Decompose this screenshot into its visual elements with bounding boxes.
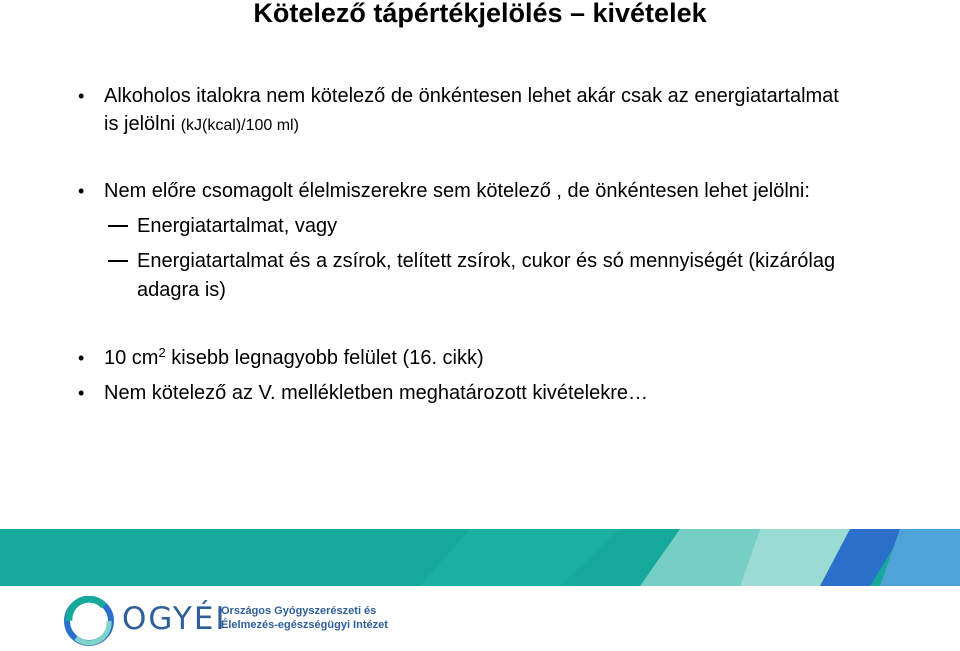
bullet-text: [104, 345, 484, 372]
bullet-text-small: (kJ(kcal)/100 ml): [180, 117, 299, 134]
bullet-icon: •: [78, 181, 85, 201]
bullet-text: Alkoholos italokra nem kötelező de önkéntesen lehet akár csak az energiatartalmat: [104, 85, 839, 107]
slide-title: Kötelező tápértékjelölés – kivételek: [253, 0, 707, 28]
band-graphic: [0, 529, 960, 586]
bullet-text: Nem előre csomagolt élelmiszerekre sem kötelező , de önkéntesen lehet jelölni:: [104, 180, 810, 202]
superscript: 2: [158, 345, 166, 360]
org-name-line1: Országos Gyógyszerészeti és: [221, 605, 377, 617]
sub-item-text: Energiatartalmat és a zsírok, telített zsírok, cukor és só mennyiségét (kizárólag: [137, 250, 836, 272]
sub-item-text: Energiatartalmat, vagy: [137, 215, 338, 237]
bullet-text-post: kisebb legnagyobb felület (16. cikk): [165, 347, 484, 369]
decorative-band: [0, 529, 960, 586]
brand-name: OGYÉI: [122, 601, 227, 637]
bullet-icon: •: [78, 383, 85, 403]
dash-icon: [108, 225, 128, 227]
bullet-text-main: is jelölni: [104, 113, 181, 135]
sub-item-text-cont: adagra is): [137, 279, 226, 301]
bullet-icon: •: [78, 348, 85, 368]
bullet-icon: •: [78, 86, 85, 106]
org-name-line2: Élelmezés-egészségügyi Intézet: [221, 619, 388, 631]
dash-icon: [108, 260, 128, 262]
bullet-text-cont: [104, 111, 299, 139]
bullet-text: Nem kötelező az V. mellékletben meghatározott kivételekre…: [104, 382, 648, 404]
ogyei-swirl-logo-icon: [64, 596, 114, 651]
bullet-text-pre: 10 cm: [104, 347, 159, 369]
org-name: [221, 604, 388, 632]
